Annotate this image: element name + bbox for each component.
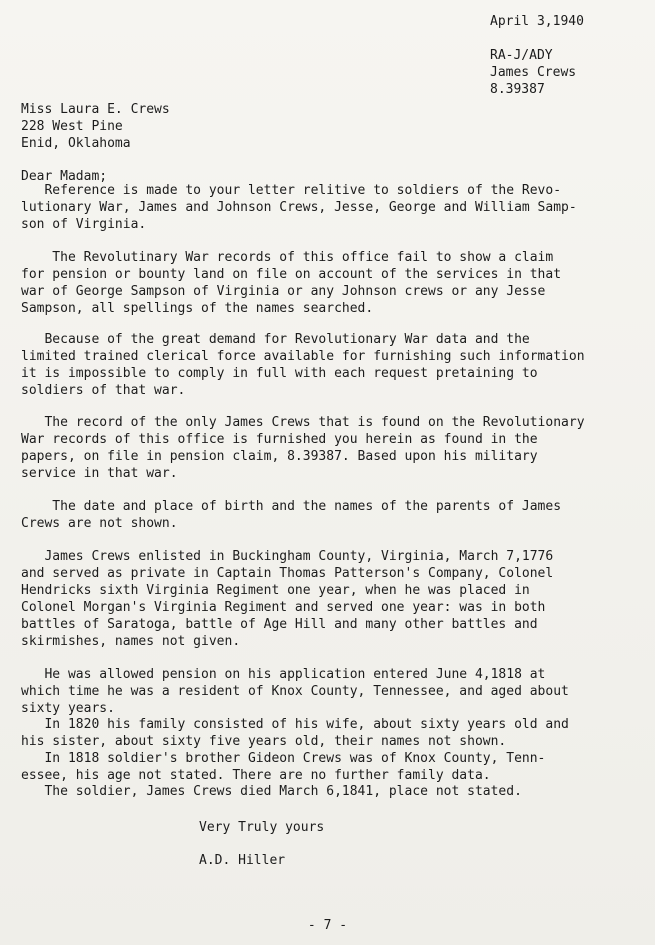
- paragraph-line: In 1818 soldier's brother Gideon Crews was of Knox County, Tenn-: [21, 751, 546, 766]
- paragraph-line: James Crews enlisted in Buckingham County, Virginia, March 7,1776: [21, 549, 554, 564]
- paragraph-line: skirmishes, names not given.: [21, 634, 241, 649]
- paragraph-line: In 1820 his family consisted of his wife, about sixty years old and: [21, 717, 569, 732]
- salutation: Dear Madam;: [21, 169, 108, 184]
- paragraph-line: He was allowed pension on his application entered June 4,1818 at: [21, 667, 546, 682]
- reference-name: James Crews: [490, 65, 577, 80]
- recipient-street: 228 West Pine: [21, 119, 123, 134]
- paragraph-line: The date and place of birth and the names of the parents of James: [21, 499, 562, 514]
- closing: Very Truly yours: [199, 820, 325, 835]
- paragraph-line: The soldier, James Crews died March 6,1841, place not stated.: [21, 784, 522, 799]
- paragraph-line: service in that war.: [21, 466, 178, 481]
- paragraph-line: Colonel Morgan's Virginia Regiment and served one year: was in both: [21, 600, 546, 615]
- reference-code: RA-J/ADY: [490, 48, 553, 63]
- paragraph-line: Because of the great demand for Revolutionary War data and the: [21, 332, 530, 347]
- paragraph-line: essee, his age not stated. There are no further family data.: [21, 768, 491, 783]
- paragraph-line: soldiers of that war.: [21, 383, 186, 398]
- paragraph-line: and served as private in Captain Thomas Patterson's Company, Colonel: [21, 566, 554, 581]
- paragraph-line: Hendricks sixth Virginia Regiment one year, when he was placed in: [21, 583, 530, 598]
- paragraph-line: war of George Sampson of Virginia or any Johnson crews or any Jesse: [21, 284, 546, 299]
- paragraph-line: Sampson, all spellings of the names searched.: [21, 301, 374, 316]
- paragraph-line: battles of Saratoga, battle of Age Hill and many other battles and: [21, 617, 538, 632]
- paragraph-line: son of Virginia.: [21, 217, 147, 232]
- paragraph-line: Reference is made to your letter relitive to soldiers of the Revo-: [21, 183, 562, 198]
- paragraph-line: War records of this office is furnished you herein as found in the: [21, 432, 538, 447]
- signature: A.D. Hiller: [199, 853, 286, 868]
- paragraph-line: The record of the only James Crews that is found on the Revolutionary: [21, 415, 585, 430]
- paragraph-line: Crews are not shown.: [21, 516, 178, 531]
- paragraph-line: limited trained clerical force available for furnishing such information: [21, 349, 585, 364]
- paragraph-line: for pension or bounty land on file on account of the services in that: [21, 267, 562, 282]
- paragraph-line: sixty years.: [21, 701, 115, 716]
- reference-claim-number: 8.39387: [490, 82, 545, 97]
- recipient-name: Miss Laura E. Crews: [21, 102, 170, 117]
- page-number: - 7 -: [307, 918, 348, 933]
- paragraph-line: his sister, about sixty five years old, their names not shown.: [21, 734, 507, 749]
- paragraph-line: which time he was a resident of Knox County, Tennessee, and aged about: [21, 684, 569, 699]
- paragraph-line: it is impossible to comply in full with each request pretaining to: [21, 366, 538, 381]
- paragraph-line: papers, on file in pension claim, 8.39387. Based upon his military: [21, 449, 538, 464]
- recipient-city: Enid, Oklahoma: [21, 136, 131, 151]
- letter-date: April 3,1940: [490, 14, 584, 29]
- paragraph-line: lutionary War, James and Johnson Crews, Jesse, George and William Samp-: [21, 200, 577, 215]
- paragraph-line: The Revolutinary War records of this office fail to show a claim: [21, 250, 554, 265]
